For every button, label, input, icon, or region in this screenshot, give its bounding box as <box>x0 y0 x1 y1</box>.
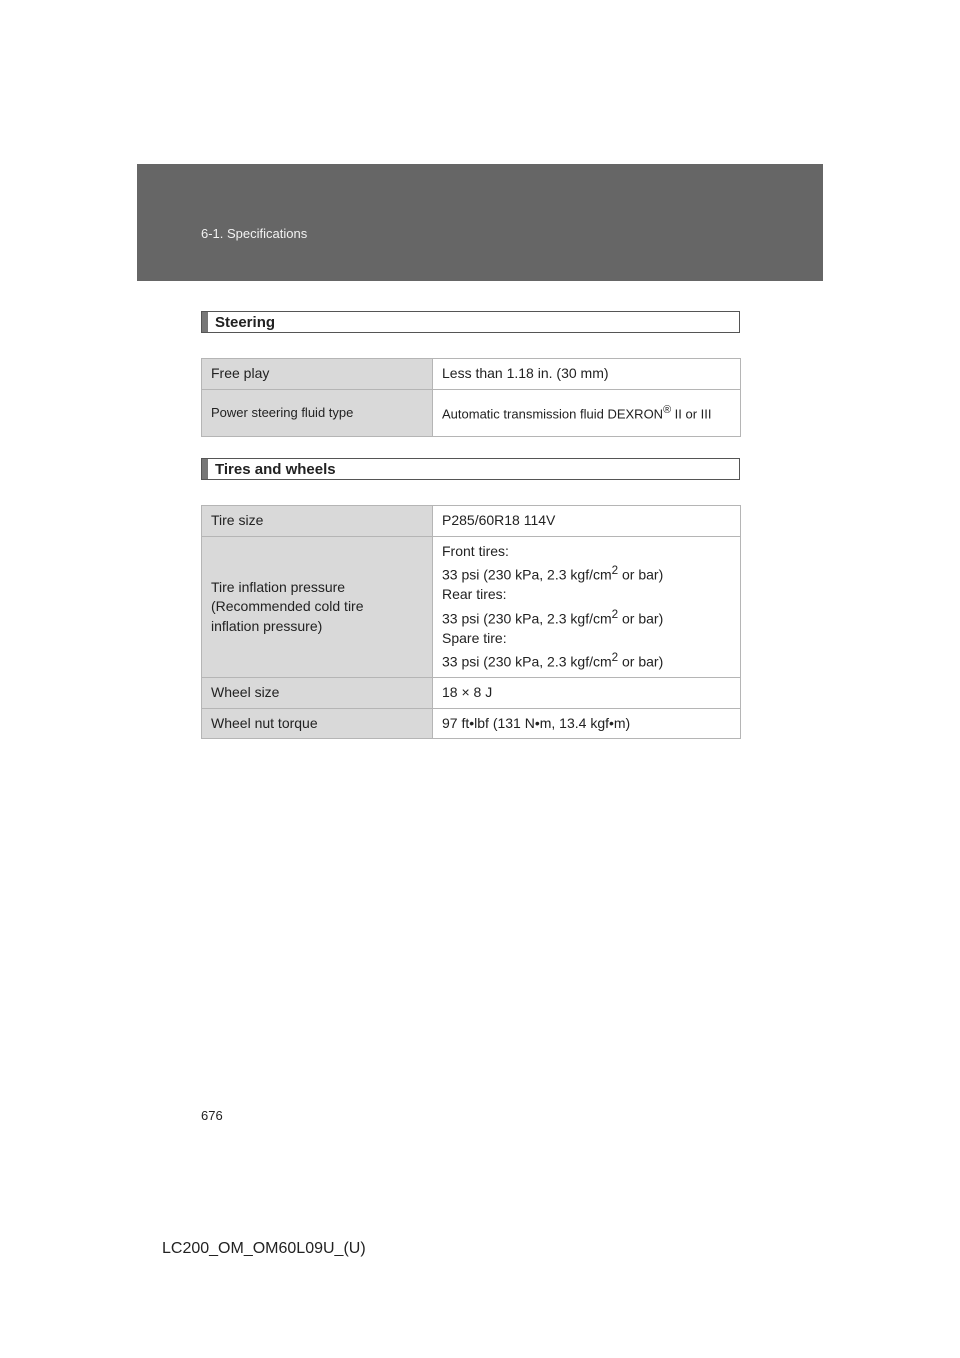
page-number: 676 <box>201 1108 223 1123</box>
tires-title-text: Tires and wheels <box>215 461 336 478</box>
fluid-type-label: Power steering fluid type <box>202 389 433 436</box>
inflation-label-line-2: (Recommended cold tire <box>211 598 364 615</box>
table-row <box>202 708 741 739</box>
tires-section-title <box>201 458 740 480</box>
table-row <box>202 536 741 678</box>
table-row <box>202 389 741 436</box>
free-play-value: Less than 1.18 in. (30 mm) <box>433 359 741 390</box>
steering-spec-table <box>201 358 741 437</box>
pressure-suffix: or bar) <box>618 566 664 583</box>
tire-size-label: Tire size <box>202 506 433 537</box>
footer-document-code: LC200_OM_OM60L09U_(U) <box>162 1240 366 1257</box>
squared-mark: 2 <box>611 564 619 577</box>
title-accent-bar <box>202 312 208 332</box>
wheel-nut-torque-value: 97 ft•lbf (131 N•m, 13.4 kgf•m) <box>433 708 741 739</box>
squared-mark: 2 <box>611 607 619 621</box>
steering-section-title <box>201 311 740 333</box>
steering-title-text: Steering <box>215 314 276 331</box>
free-play-label: Free play <box>202 359 433 390</box>
rear-tires-label: Rear tires: <box>442 586 507 603</box>
wheel-size-value: 18 × 8 J <box>433 678 741 709</box>
spare-tire-pressure <box>442 648 731 672</box>
squared-mark: 2 <box>611 651 619 665</box>
fluid-type-value <box>433 389 741 436</box>
pressure-text: 33 psi (230 kPa, 2.3 kgf/cm <box>442 610 612 627</box>
pressure-suffix: or bar) <box>618 653 664 670</box>
inflation-pressure-label <box>202 536 433 678</box>
pressure-suffix: or bar) <box>618 610 664 627</box>
header-band <box>137 164 823 281</box>
inflation-label-line-3: inflation pressure) <box>211 617 323 634</box>
pressure-text: 33 psi (230 kPa, 2.3 kgf/cm <box>442 653 612 670</box>
registered-mark: ® <box>663 404 672 417</box>
fluid-type-text: Automatic transmission fluid DEXRON <box>442 406 664 422</box>
inflation-label-line-1: Tire inflation pressure <box>211 578 346 595</box>
front-tires-pressure <box>442 561 731 585</box>
table-row <box>202 678 741 709</box>
wheel-size-label: Wheel size <box>202 678 433 709</box>
tires-spec-table <box>201 505 741 739</box>
table-row <box>202 506 741 537</box>
fluid-type-suffix: II or III <box>671 406 712 422</box>
tire-size-value: P285/60R18 114V <box>433 506 741 537</box>
rear-tires-pressure <box>442 605 731 629</box>
spare-tire-label: Spare tire: <box>442 629 507 646</box>
front-tires-label: Front tires: <box>442 542 509 559</box>
pressure-text: 33 psi (230 kPa, 2.3 kgf/cm <box>442 566 612 583</box>
table-row <box>202 359 741 390</box>
inflation-pressure-value <box>433 536 741 678</box>
title-accent-bar <box>202 459 208 479</box>
section-breadcrumb: 6-1. Specifications <box>201 226 308 241</box>
wheel-nut-torque-label: Wheel nut torque <box>202 708 433 739</box>
